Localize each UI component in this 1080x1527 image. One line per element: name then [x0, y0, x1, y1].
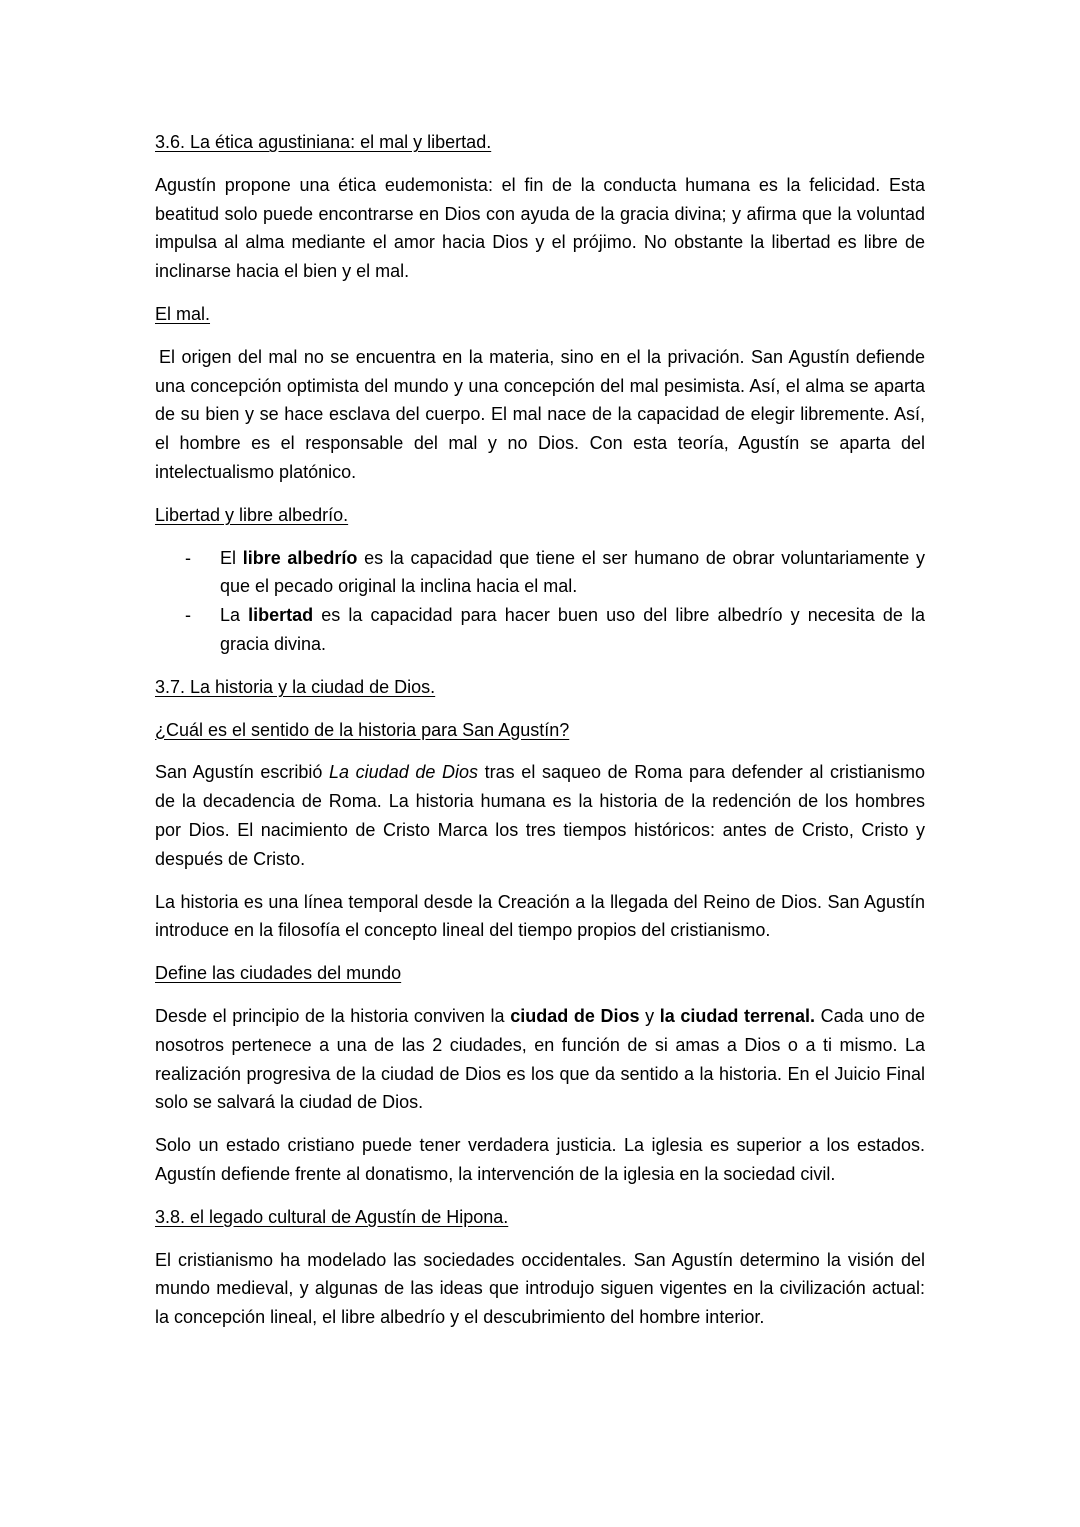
bold-ciudad-terrenal: la ciudad terrenal.	[659, 1005, 816, 1026]
list-item	[155, 601, 925, 659]
bold-ciudad-de-dios: ciudad de Dios	[510, 1005, 640, 1026]
bullet-2-bold-term: libertad	[248, 605, 314, 626]
section-3-6-heading: 3.6. La ética agustiniana: el mal y libertad.	[155, 132, 492, 152]
bullet-2-text-start: La	[220, 605, 249, 626]
section-3-8-heading: 3.8. el legado cultural de Agustín de Hipona.	[155, 1206, 509, 1227]
section-3-8-paragraph: El cristianismo ha modelado las sociedades occidentales. San Agustín determino la visión del mundo medieval, y algunas de las ideas que introdujo siguen vigentes en la civilización actual: la concepción lineal, el libre albedrío y el descubrimiento del hombre interior.	[155, 1249, 925, 1328]
bullet-dash: -	[185, 605, 191, 626]
section-3-6-paragraph: Agustín propone una ética eudemonista: el fin de la conducta humana es la felicidad. Esta beatitud solo puede encontrarse en Dios con ayuda de la gracia divina; y afirma que la voluntad impulsa al alma mediante el amor hacia Dios y el prójimo. No obstante la libertad es libre de inclinarse hacia el bien y el mal.	[155, 174, 925, 282]
estado-paragraph: Solo un estado cristiano puede tener verdadera justicia. La iglesia es superior a los estados. Agustín defiende frente al donatismo, la intervención de la iglesia en la sociedad civil.	[155, 1135, 925, 1184]
el-mal-heading: El mal.	[155, 303, 211, 324]
ciudades-paragraph: Desde el principio de la historia conviven la ciudad de Dios y la ciudad terrenal. Cada uno de nosotros pertenece a una de las 2 ciudades, en función de si amas a Dios o a ti mismo. La realización progresiva de la ciudad de Dios es los que da sentido a la historia. En el Juicio Final solo se salvará la ciudad de Dios.	[155, 1005, 925, 1113]
section-3-7-paragraph-2: La historia es una línea temporal desde la Creación a la llegada del Reino de Dios. San Agustín introduce en la filosofía el concepto lineal del tiempo propios del cristianismo.	[155, 891, 925, 941]
section-3-7-heading: 3.7. La historia y la ciudad de Dios.	[155, 676, 436, 697]
bullet-1-text-start: El	[220, 547, 243, 568]
bullet-2-text-end: es la capacidad para hacer buen uso del libre albedrío y necesita de la gracia divina.	[220, 605, 926, 654]
list-item	[155, 544, 925, 602]
el-mal-paragraph: El origen del mal no se encuentra en la materia, sino en el la privación. San Agustín defiende una concepción optimista del mundo y una concepción del mal pesimista. Así, el alma se aparta de su bien y se hace esclava del cuerpo. El mal nace de la capacidad de elegir libremente. Así, el hombre es el responsable del mal y no Dios. Con esta teoría, Agustín se aparta del intelectualismo platónico.	[155, 346, 925, 482]
libertad-heading: Libertad y libre albedrío.	[155, 504, 349, 525]
define-ciudades-heading: Define las ciudades del mundo	[155, 963, 402, 984]
bullet-1-text-end: es la capacidad que tiene el ser humano de obrar voluntariamente y que el pecado original la inclina hacia el mal.	[220, 547, 925, 597]
book-title: La ciudad de Dios	[329, 762, 479, 783]
question-heading: ¿Cuál es el sentido de la historia para San Agustín?	[155, 719, 570, 740]
bullet-1-bold-term: libre albedrío	[242, 547, 358, 568]
section-3-7-paragraph-1: San Agustín escribió La ciudad de Dios tras el saqueo de Roma para defender al cristianismo de la decadencia de Roma. La historia humana es la historia de la redención de los hombres por Dios. El nacimiento de Cristo Marca los tres tiempos históricos: antes de Cristo, Cristo y después de Cristo.	[155, 762, 925, 869]
bullet-dash: -	[185, 547, 191, 568]
libertad-list	[155, 544, 925, 659]
